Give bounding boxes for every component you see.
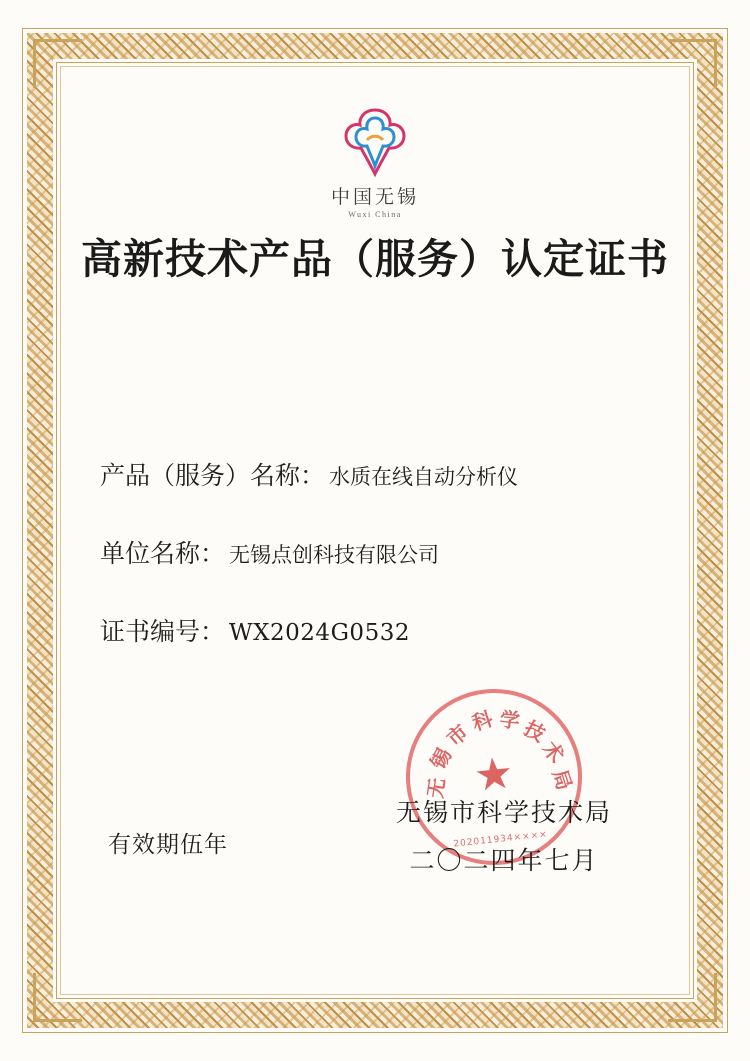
field-value: 水质在线自动分析仪	[329, 465, 519, 489]
field-row-certificate-number	[100, 612, 650, 648]
field-row-company-name	[100, 534, 650, 570]
certificate-title: 高新技术产品（服务）认定证书	[81, 235, 669, 283]
field-label: 单位名称：	[100, 539, 226, 568]
field-value: WX2024G0532	[229, 620, 410, 646]
seal-star-icon: ★	[471, 748, 516, 802]
validity-text: 有效期伍年	[108, 832, 228, 858]
seal-ring-text: 无 锡 市 科 学 技 术 局	[422, 706, 577, 800]
certificate-footer	[60, 706, 690, 887]
field-value: 无锡点创科技有限公司	[229, 543, 440, 567]
issue-date: 二〇二四年七月	[409, 846, 599, 875]
certificate-fields	[100, 456, 650, 690]
emblem-block	[60, 104, 690, 219]
field-row-product-name	[100, 456, 650, 492]
emblem-subtext: Wuxi China	[348, 210, 402, 219]
seal-bottom-text: 202011934××××	[452, 829, 549, 850]
field-label: 证书编号：	[100, 617, 226, 646]
certificate-content	[60, 66, 690, 995]
emblem-text: 中国无锡	[330, 187, 419, 208]
issuer-name: 无锡市科学技术局	[395, 798, 612, 827]
issuer-block	[354, 793, 654, 877]
wuxi-city-logo-icon	[327, 104, 423, 180]
field-label: 产品（服务）名称：	[100, 461, 326, 490]
